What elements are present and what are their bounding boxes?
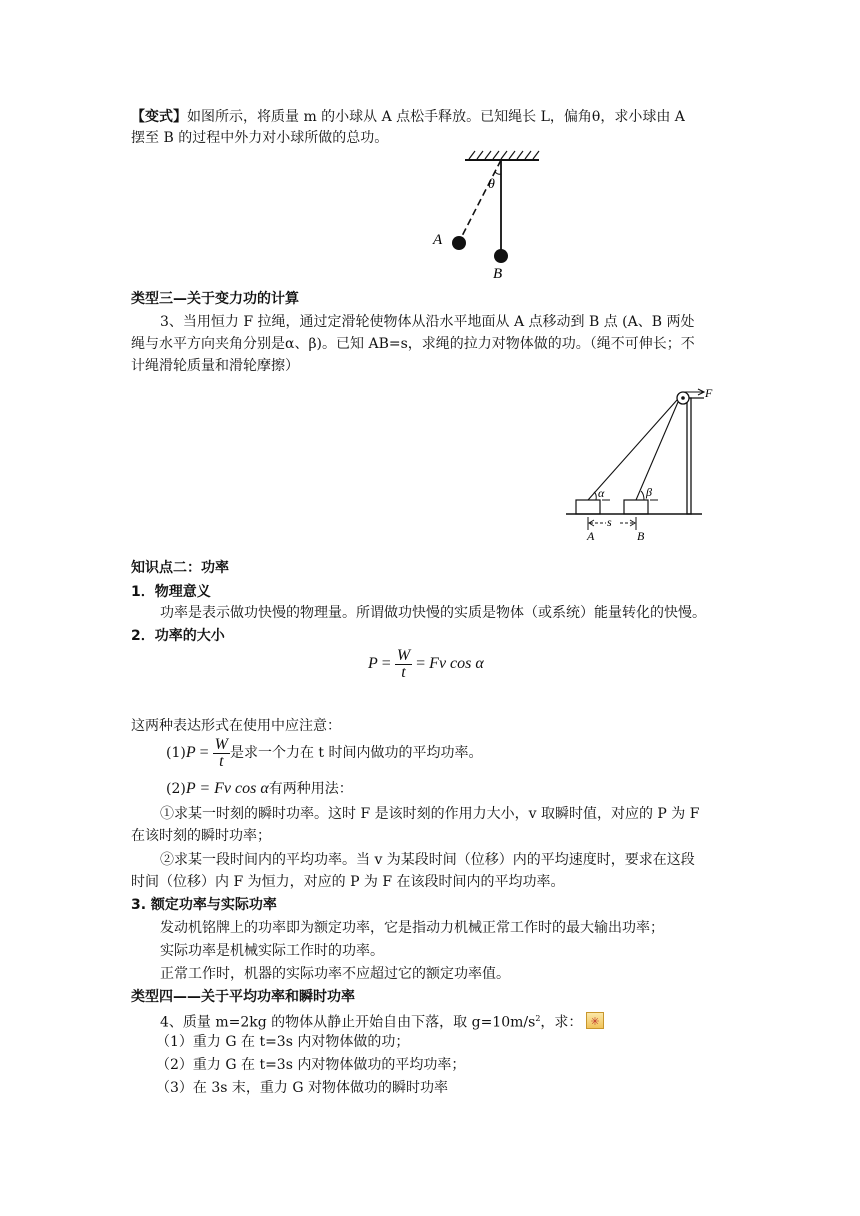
theta-label: θ xyxy=(488,177,495,192)
variant-line-2: 摆至 B 的过程中外力对小球所做的总功。 xyxy=(131,130,389,146)
work-over-time-fraction: $\frac{W}{t}$ xyxy=(396,647,411,681)
kp2-use2-a: ②求某一段时间内的平均功率。当 v 为某段时间（位移）内的平均速度时，要求在这段 xyxy=(160,852,695,868)
variant-line-1: 【变式】如图所示，将质量 m 的小球从 A 点松手释放。已知绳长 L，偏角θ，求小球由 A xyxy=(131,109,685,125)
type3-line-3: 计绳滑轮质量和滑轮摩擦） xyxy=(131,358,299,374)
type4-q3: （3）在 3s 末，重力 G 对物体做功的瞬时功率 xyxy=(156,1080,448,1096)
hint-icon[interactable] xyxy=(586,1012,604,1029)
kp2-s2-title: 2．功率的大小 xyxy=(131,628,225,644)
kp2-use2-b: 时间（位移）内 F 为恒力，对应的 P 为 F 在该段时间内的平均功率。 xyxy=(131,874,565,890)
force-f-label: F xyxy=(705,386,713,400)
type3-line-2: 绳与水平方向夹角分别是α、β)。已知 AB=s，求绳的拉力对物体做的功。（绳不可伸长；不 xyxy=(131,336,695,352)
kp2-s1-title: 1．物理意义 xyxy=(131,584,211,600)
kp2-use1-a: ①求某一时刻的瞬时功率。这时 F 是该时刻的作用力大小，v 取瞬时值，对应的 P 为 F xyxy=(160,806,700,822)
point-b-label: B xyxy=(493,266,503,282)
variant-tag: 【变式】 xyxy=(131,109,187,125)
kp2-s3-title: 3. 额定功率与实际功率 xyxy=(131,897,277,913)
kp2-heading: 知识点二：功率 xyxy=(131,560,229,576)
power-formula: P = $\frac{W}{t}$ = Fv cos α xyxy=(368,647,484,681)
kp2-s1-text: 功率是表示做功快慢的物理量。所谓做功快慢的实质是物体（或系统）能量转化的快慢。 xyxy=(160,605,706,621)
kp2-s3-line-1: 发动机铭牌上的功率即为额定功率，它是指动力机械正常工作时的最大输出功率； xyxy=(160,920,664,936)
point-a-label: A xyxy=(433,232,443,248)
kp2-note: 这两种表达形式在使用中应注意： xyxy=(131,718,341,734)
kp2-s3-line-2: 实际功率是机械实际工作时的功率。 xyxy=(160,943,384,959)
type4-heading: 类型四——关于平均功率和瞬时功率 xyxy=(131,989,355,1005)
pendulum-figure xyxy=(425,148,555,283)
distance-s-label: s xyxy=(607,515,612,529)
point-a-label-2: A xyxy=(587,529,595,543)
type4-q1: （1）重力 G 在 t=3s 内对物体做的功； xyxy=(156,1034,410,1050)
kp2-item-1: (1)P = $\frac{W}{t}$ 是求一个力在 t 时间内做功的平均功率。 xyxy=(166,736,483,770)
beta-label: β xyxy=(646,485,652,499)
pulley-figure xyxy=(562,384,714,546)
kp2-use1-b: 在该时刻的瞬时功率； xyxy=(131,828,271,844)
type3-heading: 类型三—关于变力功的计算 xyxy=(131,291,299,307)
alpha-label: α xyxy=(598,486,605,500)
point-b-label-2: B xyxy=(637,529,645,543)
type4-question: 4、质量 m=2kg 的物体从静止开始自由下落，取 $g=10m/s^2$，求：✳ xyxy=(160,1009,604,1033)
kp2-s3-line-3: 正常工作时，机器的实际功率不应超过它的额定功率值。 xyxy=(160,966,510,982)
type4-q2: （2）重力 G 在 t=3s 内对物体做功的平均功率； xyxy=(156,1057,466,1073)
type3-line-1: 3、当用恒力 F 拉绳，通过定滑轮使物体从沿水平地面从 A 点移动到 B 点 (A、B 两处 xyxy=(160,314,695,330)
kp2-item-2: (2)P = Fv cos α有两种用法： xyxy=(166,780,353,797)
